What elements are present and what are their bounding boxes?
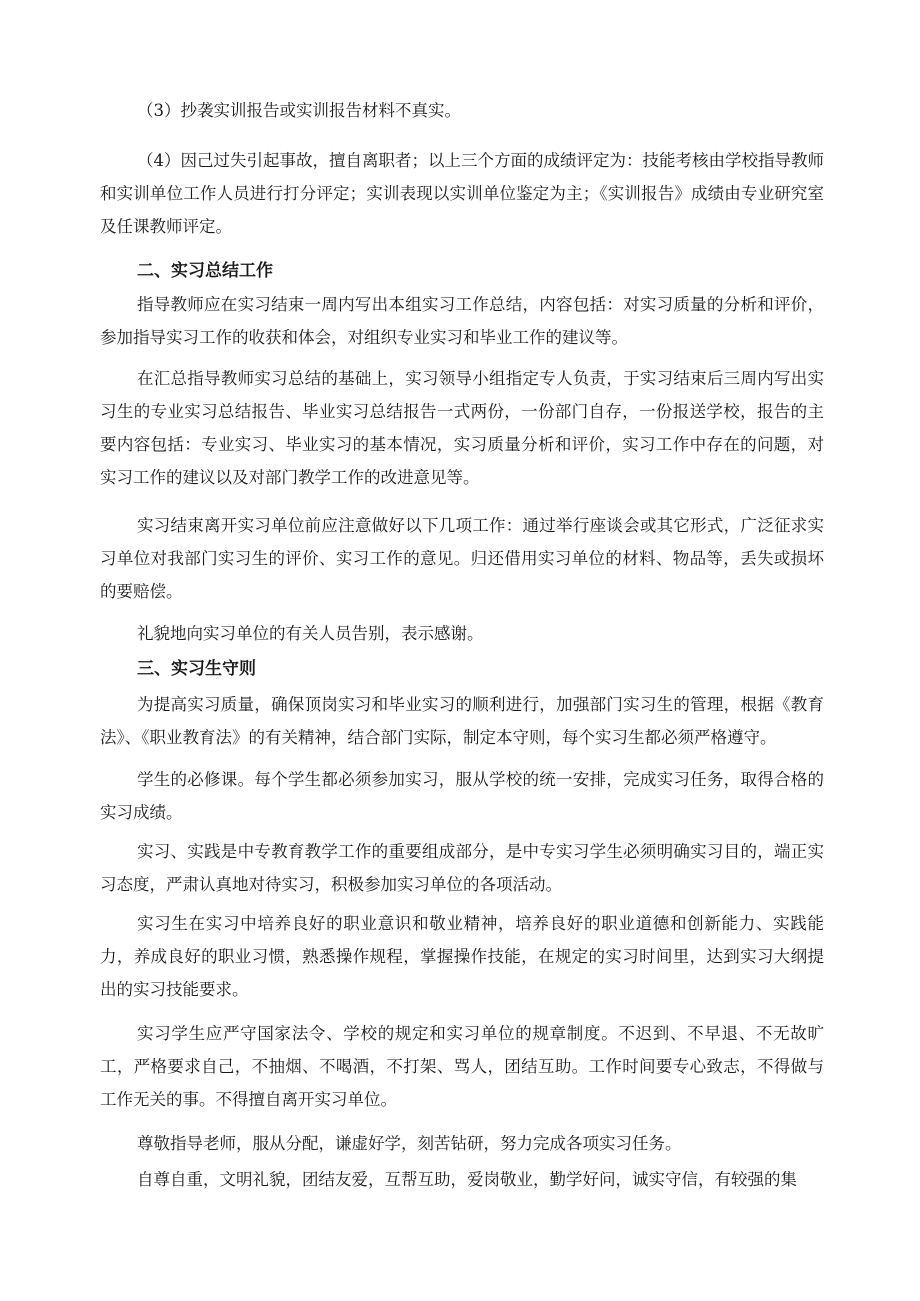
paragraph-required-course: 学生的必修课。每个学生都必须参加实习，服从学校的统一安排，完成实习任务，取得合格的实习成绩。 — [100, 770, 824, 822]
paragraph-rules-purpose: 为提高实习质量，确保顶岗实习和毕业实习的顺利进行，加强部门实习生的管理，根据《教育法》、《职业教育法》的有关精神，结合部门实际，制定本守则，每个实习生都必须严格遵守。 — [100, 695, 824, 747]
section-heading-rules: 三、实习生守则 — [137, 659, 256, 679]
paragraph-respect-teachers: 尊敬指导老师，服从分配，谦虚好学，刻苦钻研，努力完成各项实习任务。 — [137, 1134, 682, 1153]
paragraph-professional-spirit: 实习生在实习中培养良好的职业意识和敬业精神，培养良好的职业道德和创新能力、实践能力，养成良好的职业习惯，熟悉操作规程，掌握操作技能，在规定的实习时间里，达到实习大纲提出的实习技能要求。 — [100, 914, 824, 999]
paragraph-leaving-unit: 实习结束离开实习单位前应注意做好以下几项工作：通过举行座谈会或其它形式，广泛征求实习单位对我部门实习生的评价、实习工作的意见。归还借用实习单位的材料、物品等，丢失或损坏的要赔偿。 — [100, 516, 824, 601]
paragraph-teacher-summary: 指导教师应在实习结束一周内写出本组实习工作总结，内容包括：对实习质量的分析和评价，参加指导实习工作的收获和体会，对组织专业实习和毕业工作的建议等。 — [100, 295, 824, 347]
paragraph-discipline: 实习学生应严守国家法令、学校的规定和实习单位的规章制度。不迟到、不早退、不无故旷工，严格要求自己，不抽烟、不喝酒，不打架、骂人，团结互助。工作时间要专心致志，不得做与工作无关的事。不得擅自离开实习单位。 — [100, 1024, 824, 1109]
paragraph-accident-item: （4）因己过失引起事故，擅自离职者；以上三个方面的成绩评定为：技能考核由学校指导教师和实训单位工作人员进行打分评定；实训表现以实训单位鉴定为主；《实训报告》成绩由专业研究室及任课教师评定。 — [100, 151, 824, 236]
paragraph-self-respect: 自尊自重，文明礼貌，团结友爱，互帮互助，爱岗敬业，勤学好问，诚实守信，有较强的集 — [137, 1170, 797, 1189]
section-heading-summary: 二、实习总结工作 — [137, 261, 273, 281]
paragraph-farewell: 礼貌地向实习单位的有关人员告别，表示感谢。 — [137, 624, 484, 643]
paragraph-practice-importance: 实习、实践是中专教育教学工作的重要组成部分，是中专实习学生必须明确实习目的，端正实习态度，严肃认真地对待实习，积极参加实习单位的各项活动。 — [100, 842, 824, 894]
paragraph-summary-report: 在汇总指导教师实习总结的基础上，实习领导小组指定专人负责，于实习结束后三周内写出实习生的专业实习总结报告、毕业实习总结报告一式两份，一份部门自存，一份报送学校，报告的主要内容包括：专业实习、毕业实习的基本情况，实习质量分析和评价，实习工作中存在的问题，对实习工作的建议以及对部门教学工作的改进意见等。 — [100, 369, 824, 487]
paragraph-plagiarism-item: （3）抄袭实训报告或实训报告材料不真实。 — [137, 101, 461, 120]
